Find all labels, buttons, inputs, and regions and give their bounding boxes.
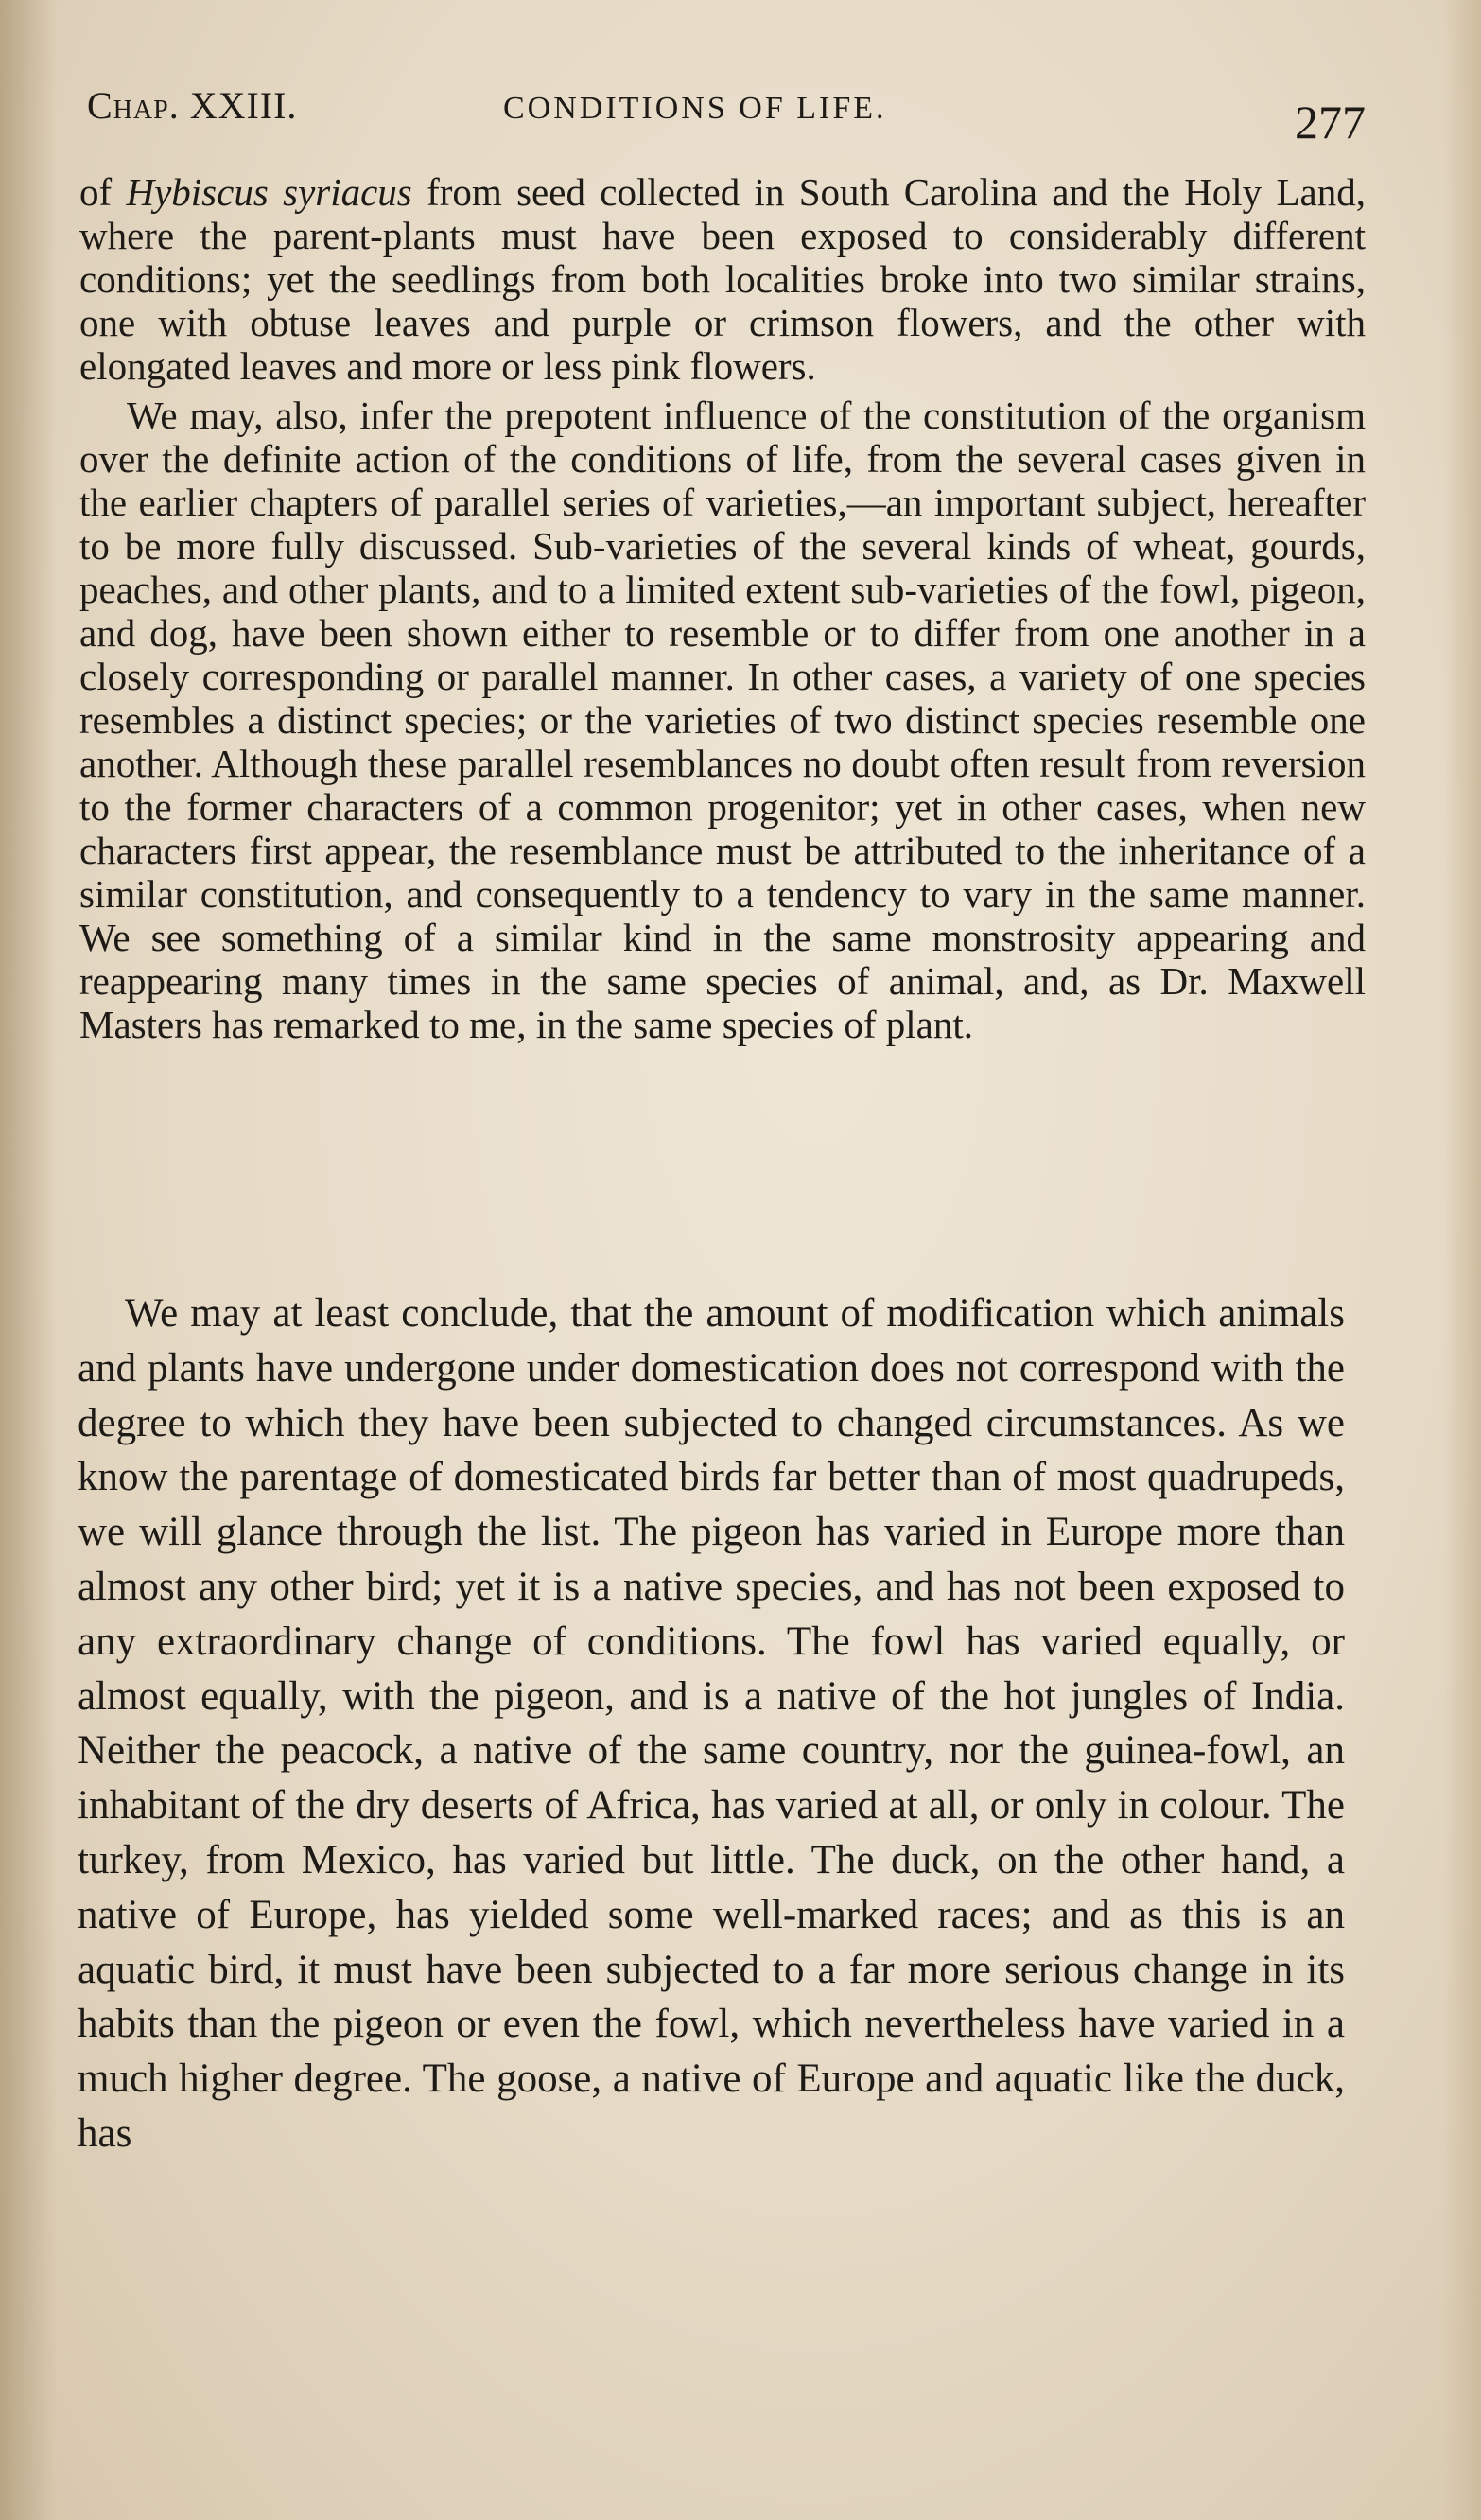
small-print-section (79, 170, 1366, 1046)
chapter-label: Chap. XXIII. (87, 84, 298, 127)
paragraph-text: from seed collected in South Carolina and the Holy Land, where the parent-plants must have been exposed to considerably different conditions; yet the seedlings from both localities broke into two similar strains, one with obtuse leaves and purple or crimson flowers, and the other with elongated leaves and more or less pink flowers. (79, 170, 1366, 388)
page-number: 277 (1295, 96, 1366, 149)
paragraph-lead: of (79, 170, 127, 214)
running-title: CONDITIONS OF LIFE. (503, 91, 887, 126)
paragraph (79, 170, 1366, 388)
running-header (87, 78, 1366, 163)
main-paragraph: We may at least conclude, that the amount of modification which animals and plants have undergone under domestication does not correspond with the degree to which they have been subjected to changed circumstances. As we know the parentage of domesticated birds far better than of most quadrupeds, we will glance through the list. The pigeon has varied in Europe more than almost any other bird; yet it is a native species, and has not been exposed to any extraordinary change of conditions. The fowl has varied equally, or almost equally, with the pigeon, and is a native of the hot jungles of India. Neither the peacock, a native of the same country, nor the guinea-fowl, an inhabitant of the dry deserts of Africa, has varied at all, or only in colour. The turkey, from Mexico, has varied but little. The duck, on the other hand, a native of Europe, has yielded some well-marked races; and as this is an aquatic bird, it must have been subjected to a far more serious change in its habits than the pigeon or even the fowl, which nevertheless have varied in a much higher degree. The goose, a native of Europe and aquatic like the duck, has (78, 1291, 1345, 2156)
species-name: Hybiscus syriacus (126, 170, 412, 214)
paragraph: We may, also, infer the prepotent influence of the constitution of the organism over the definite action of the conditions of life, from the several cases given in the earlier chapters of parallel series of varieties,—an important subject, hereafter to be more fully discussed. Sub-varieties of the several kinds of wheat, gourds, peaches, and other plants, and to a limited extent sub-varieties of the fowl, pigeon, and dog, have been shown either to resemble or to differ from one another in a closely corresponding or parallel manner. In other cases, a variety of one species resembles a distinct species; or the varieties of two distinct species resemble one another. Although these parallel resemblances no doubt often result from reversion to the former characters of a common progenitor; yet in other cases, when new characters first appear, the resemblance must be attributed to the inheritance of a similar constitution, and consequently to a tendency to vary in the same manner. We see something of a similar kind in the same monstrosity appearing and reappearing many times in the same species of animal, and, as Dr. Maxwell Masters has remarked to me, in the same species of plant. (79, 394, 1366, 1046)
